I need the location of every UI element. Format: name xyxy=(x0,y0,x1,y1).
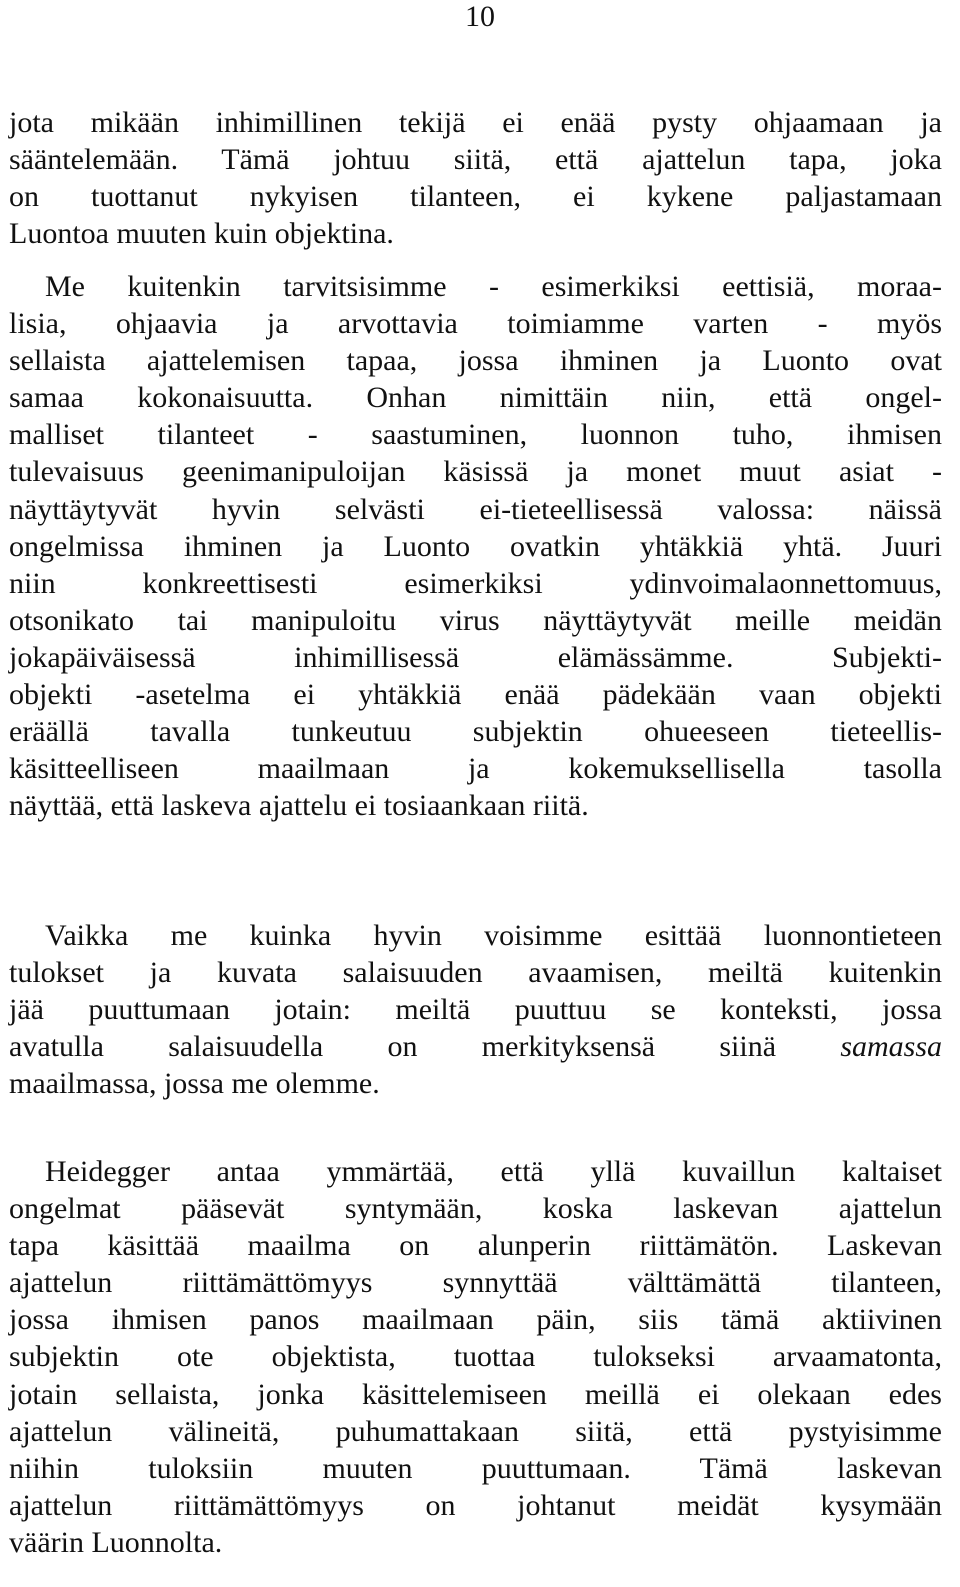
text-line: ajattelun välineitä, puhumattakaan siitä, että pystyisimme xyxy=(9,1414,942,1448)
text-line: Me kuitenkin tarvitsisimme - esimerkiksi eettisiä, moraa- xyxy=(45,270,942,303)
text-line: jota mikään inhimillinen tekijä ei enää pysty ohjaamaan ja xyxy=(9,106,942,139)
text-line: jotain sellaista, jonka käsittelemiseen meillä ei olekaan edes xyxy=(9,1377,942,1411)
text-line: tulokset ja kuvata salaisuuden avaamisen, meiltä kuitenkin xyxy=(9,956,942,990)
text-line: Vaikka me kuinka hyvin voisimme esittää luonnontieteen xyxy=(45,919,942,952)
text-line: subjektin ote objektista, tuottaa tulokseksi arvaamatonta, xyxy=(9,1340,942,1374)
text-line: lisia, ohjaavia ja arvottavia toimiamme varten - myös xyxy=(9,307,942,341)
text-line: näyttäytyvät hyvin selvästi ei-tieteellisessä valossa: näissä xyxy=(9,492,942,526)
text-line: samaa kokonaisuutta. Onhan nimittäin niin, että ongel- xyxy=(9,381,942,415)
text-line: otsonikato tai manipuloitu virus näyttäytyvät meille meidän xyxy=(9,603,942,637)
page-number: 10 xyxy=(465,0,495,33)
text-line: Heidegger antaa ymmärtää, että yllä kuvaillun kaltaiset xyxy=(45,1155,942,1188)
text-line: näyttää, että laskeva ajattelu ei tosiaankaan riitä. xyxy=(9,789,589,823)
paragraph-3 xyxy=(9,917,942,1102)
text-line: tapa käsittää maailma on alunperin riittämätön. Laskevan xyxy=(9,1229,942,1263)
text-line xyxy=(9,1028,942,1065)
emphasized-word: samassa xyxy=(840,1030,943,1064)
paragraph-2 xyxy=(9,268,942,824)
text-line: ajattelun riittämättömyys synnyttää välttämättä tilanteen, xyxy=(9,1266,942,1300)
paragraph-4 xyxy=(9,1153,942,1561)
text-line: maailmassa, jossa me olemme. xyxy=(9,1067,380,1101)
text-line: eräällä tavalla tunkeutuu subjektin ohueeseen tieteellis- xyxy=(9,715,942,749)
text-line: sellaista ajattelemisen tapaa, jossa ihminen ja Luonto ovat xyxy=(9,344,942,378)
text-line: niin konkreettisesti esimerkiksi ydinvoimalaonnettomuus, xyxy=(9,566,942,600)
text-line: jokapäiväisessä inhimillisessä elämässämme. Subjekti- xyxy=(9,640,942,674)
paragraph-1 xyxy=(9,104,942,252)
text-line: tulevaisuus geenimanipuloijan käsissä ja monet muut asiat - xyxy=(9,455,942,489)
text-line: väärin Luonnolta. xyxy=(9,1525,223,1559)
text-line: Luontoa muuten kuin objektina. xyxy=(9,217,394,251)
text-line: objekti -asetelma ei yhtäkkiä enää pädekään vaan objekti xyxy=(9,678,942,712)
text-line: käsitteelliseen maailmaan ja kokemuksellisella tasolla xyxy=(9,752,942,786)
text-line: sääntelemään. Tämä johtuu siitä, että ajattelun tapa, joka xyxy=(9,143,942,177)
text-line: malliset tilanteet - saastuminen, luonnon tuho, ihmisen xyxy=(9,418,942,452)
text-line: ongelmat pääsevät syntymään, koska laskevan ajattelun xyxy=(9,1192,942,1226)
text-line: on tuottanut nykyisen tilanteen, ei kykene paljastamaan xyxy=(9,180,942,214)
text-line: ongelmissa ihminen ja Luonto ovatkin yhtäkkiä yhtä. Juuri xyxy=(9,529,942,563)
text-line: niihin tuloksiin muuten puuttumaan. Tämä laskevan xyxy=(9,1451,942,1485)
text-line: jää puuttumaan jotain: meiltä puuttuu se konteksti, jossa xyxy=(9,993,942,1027)
text-line-start: avatulla salaisuudella on merkityksensä siinä xyxy=(9,1030,777,1064)
text-line: jossa ihmisen panos maailmaan päin, siis tämä aktiivinen xyxy=(9,1303,942,1337)
text-line: ajattelun riittämättömyys on johtanut meidät kysymään xyxy=(9,1488,942,1522)
